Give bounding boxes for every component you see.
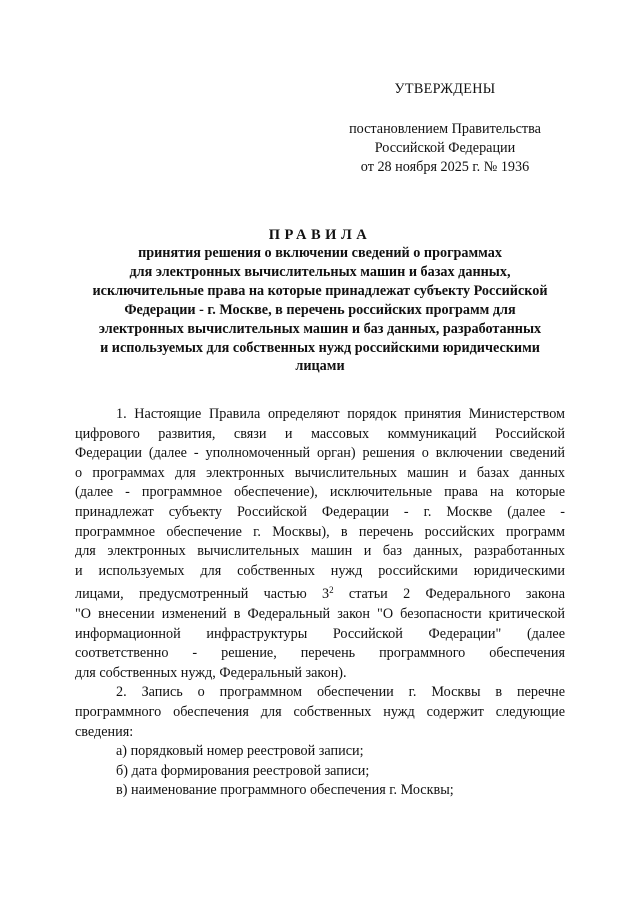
approval-line-3: от 28 ноября 2025 г. № 1936 [360,159,530,175]
paragraph-line: программного обеспечения для собственных нужд содержит следующие [75,703,565,720]
subtitle-line: электронных вычислительных машин и баз данных, разработанных [98,320,542,337]
paragraph-line: соответственно - решение, перечень программного обеспечения [75,645,565,662]
subtitle-line: лицами [295,358,345,375]
subtitle-line: принятия решения о включении сведений о программах [138,245,502,261]
paragraph-line-with-superscript [75,581,565,605]
paragraph-line: о программах для электронных вычислительных машин и базах данных [75,464,565,481]
paragraph-line: 2. Запись о программном обеспечении г. Москвы в перечне [116,684,565,701]
paragraph-line: 1. Настоящие Правила определяют порядок принятия Министерством [116,406,565,422]
subtitle-line: исключительные права на которые принадлежат субъекту Российской [92,282,548,299]
line-text: лицами, предусмотренный частью 3 [75,586,330,603]
paragraph-line: информационной инфраструктуры Российской Федерации" (далее [75,625,565,642]
subtitle-line: и используемых для собственных нужд российскими юридическими [100,339,540,356]
approval-line-2: Российской Федерации [374,140,516,156]
paragraph-line: сведения: [75,723,134,740]
paragraph-line: программное обеспечение г. Москвы), в перечень российских программ [75,523,565,540]
list-item: б) дата формирования реестровой записи; [116,762,370,779]
paragraph-line: для собственных нужд, Федеральный закон). [75,664,347,681]
superscript: 2 [329,585,334,596]
approval-line-1: постановлением Правительства [349,121,541,137]
document-subtitle [60,244,580,376]
paragraph-2 [75,683,565,742]
approval-heading: УТВЕРЖДЕНЫ [394,81,496,97]
paragraph-line: и используемых для собственных нужд российскими юридическими [75,562,565,579]
document-title: ПРАВИЛА [268,227,372,243]
list-item: в) наименование программного обеспечения г. Москвы; [116,782,454,799]
paragraph-line: для электронных вычислительных машин и баз данных, разработанных [75,543,565,560]
list [75,742,565,801]
paragraph-1 [75,405,565,683]
paragraph-line: Федерации (далее - уполномоченный орган) решения о включении сведений [75,445,565,462]
line-text: статьи 2 Федерального закона [333,586,565,603]
document-body [75,405,565,801]
paragraph-line: принадлежат субъекту Российской Федерации - г. Москве (далее - [75,503,565,520]
paragraph-line: (далее - программное обеспечение), исключительные права на которые [75,484,565,501]
subtitle-line: Федерации - г. Москве, в перечень российских программ для [124,301,516,318]
list-item: а) порядковый номер реестровой записи; [116,743,364,760]
subtitle-line: для электронных вычислительных машин и базах данных, [129,263,511,280]
paragraph-line: "О внесении изменений в Федеральный закон "О безопасности критической [75,605,565,622]
approval-stamp [300,80,590,177]
paragraph-line: цифрового развития, связи и массовых коммуникаций Российской [75,425,565,442]
